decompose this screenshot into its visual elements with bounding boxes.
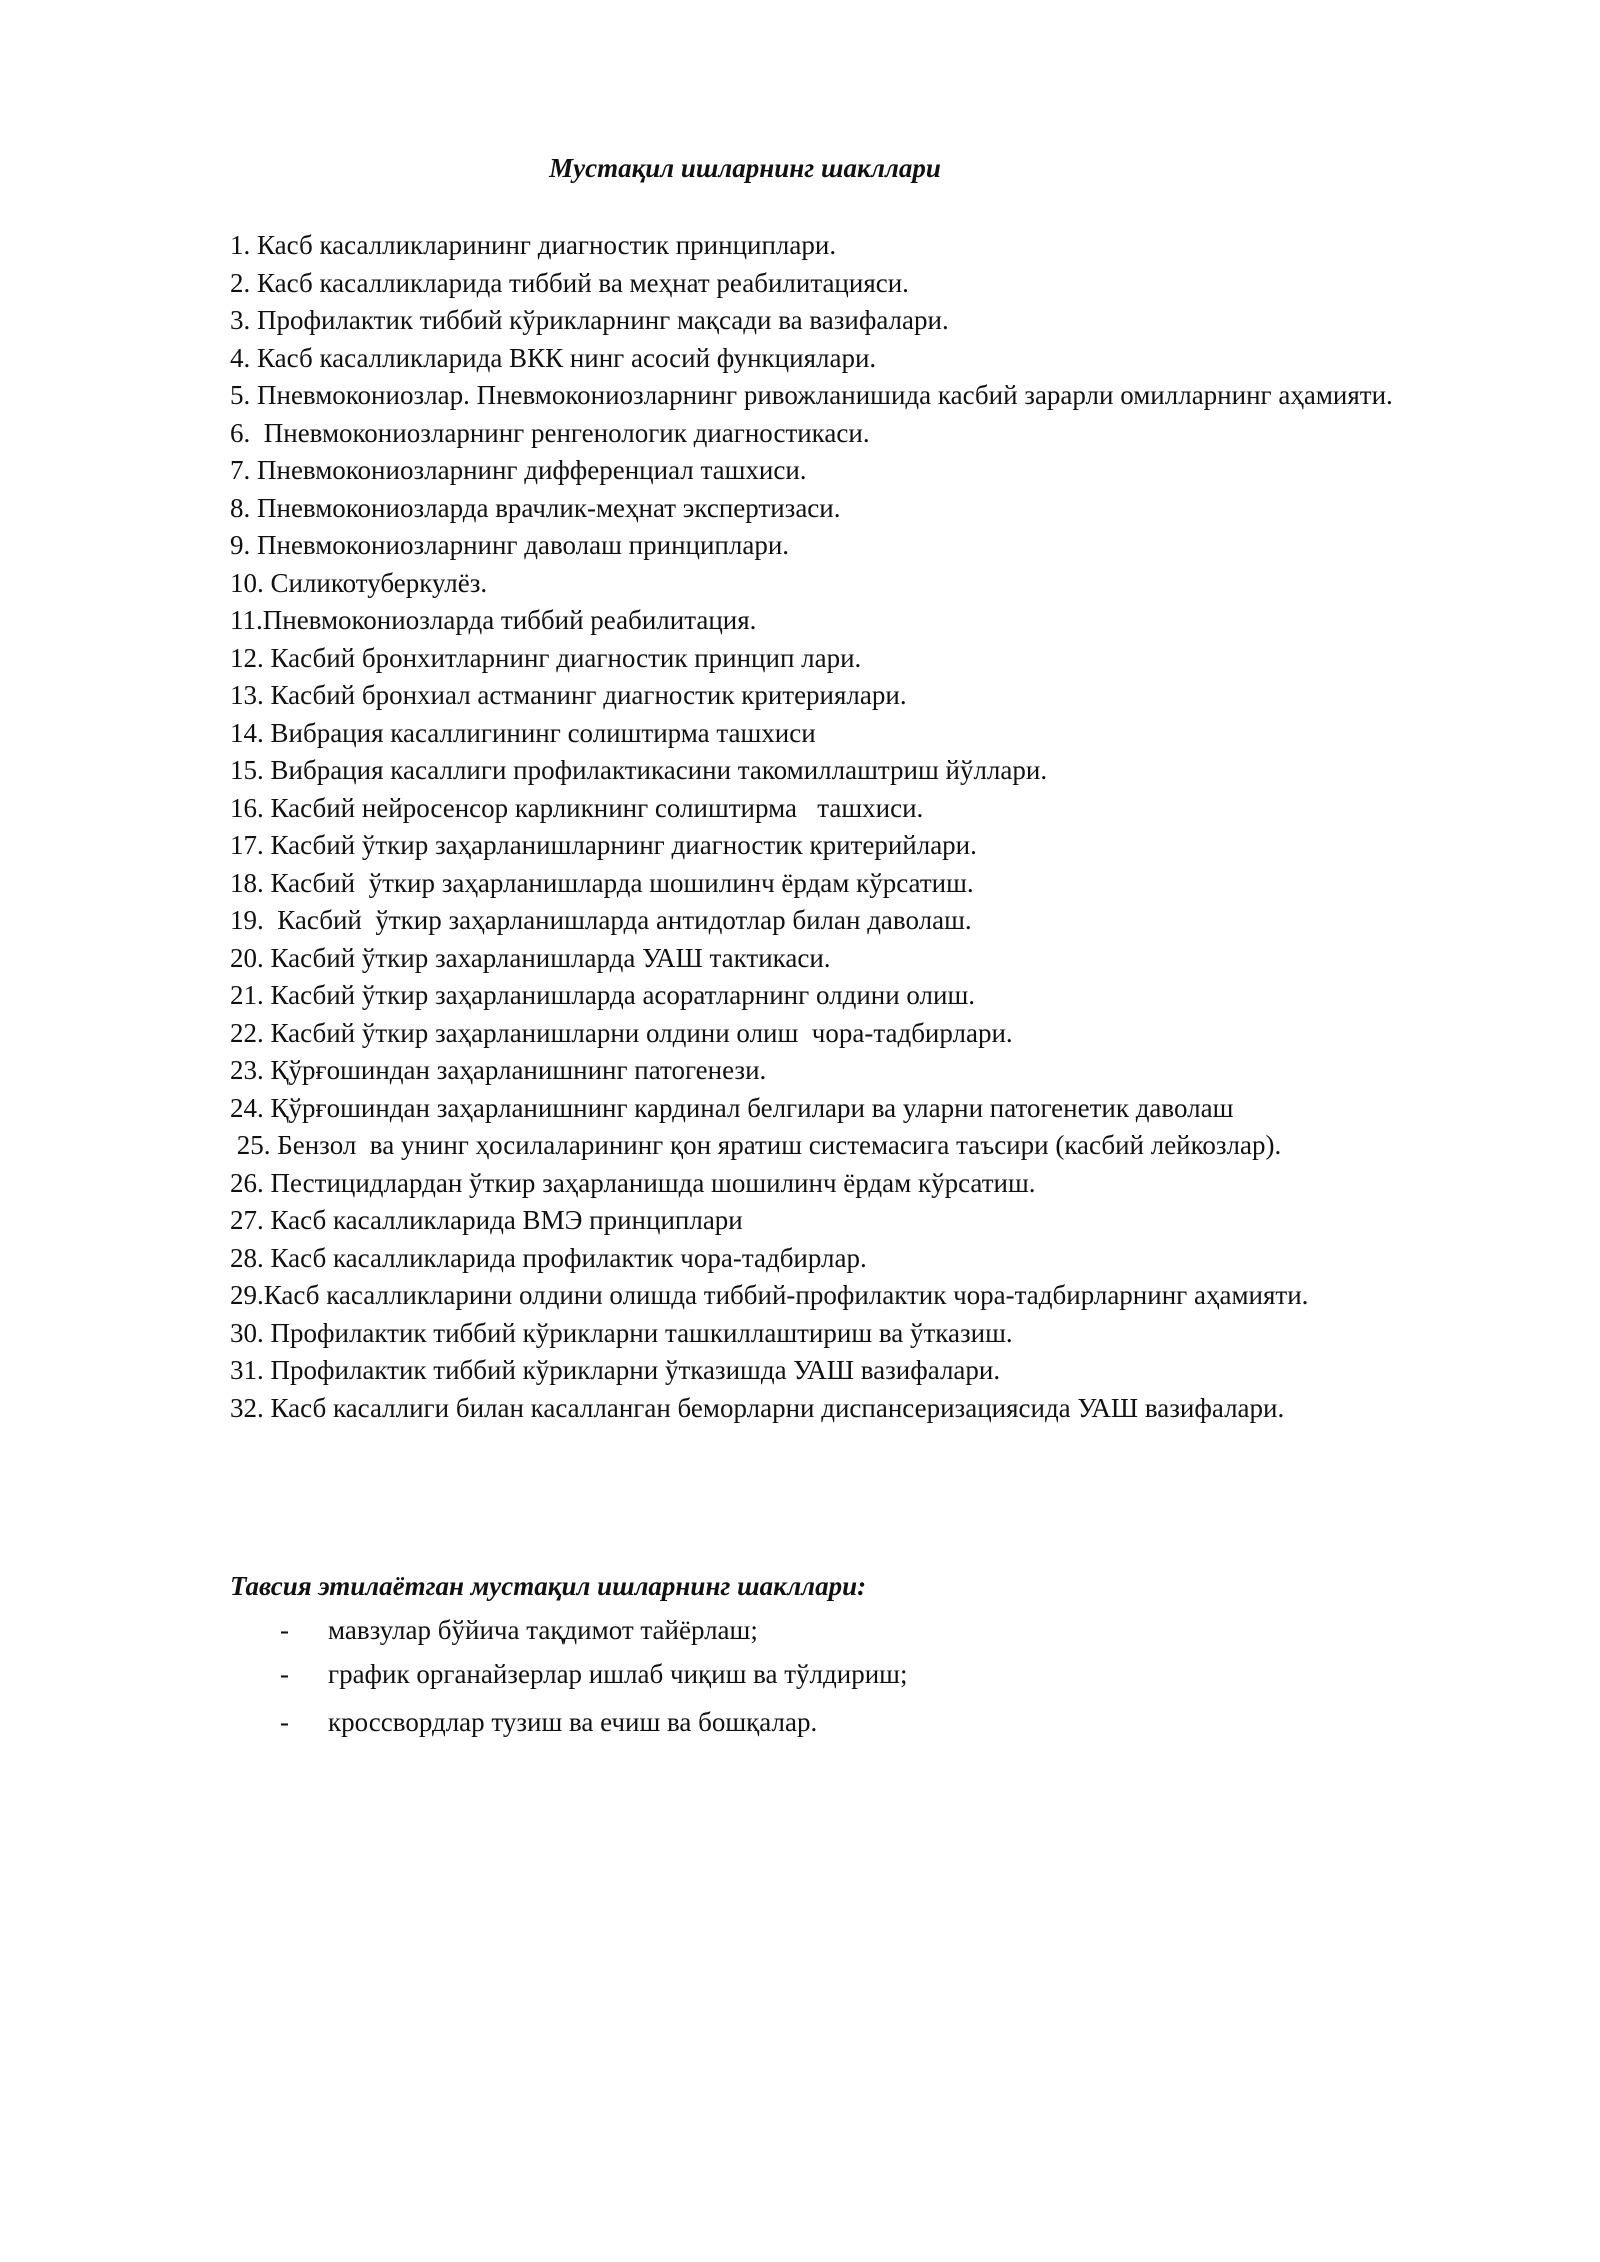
list-item: 2. Касб касалликларида тиббий ва меҳнат реабилитацияси. [230, 267, 909, 298]
list-item: 11.Пневмокониозларда тиббий реабилитация. [230, 605, 757, 635]
list-item: 13. Касбий бронхиал астманинг диагностик критериялари. [230, 680, 907, 710]
list-item: 25. Бензол ва унинг ҳосилаларининг қон яратиш системасига таъсири (касбий лейкозлар). [230, 1130, 1282, 1160]
list-item: 30. Профилактик тиббий кўрикларни ташкиллаштириш ва ўтказиш. [230, 1317, 1013, 1348]
list-item: 32. Касб касаллиги билан касалланган беморларни диспансеризациясида УАШ вазифалари. [230, 1392, 1285, 1423]
list-item: 31. Профилактик тиббий кўрикларни ўтказишда УАШ вазифалари. [230, 1355, 1001, 1385]
recommended-heading: Тавсия этилаётган мустақил ишларнинг шакллари: [230, 1571, 867, 1601]
list-item: 22. Касбий ўткир заҳарланишларни олдини олиш чора-тадбирлари. [230, 1017, 1013, 1048]
bullet-dash: - [280, 1615, 289, 1645]
list-item: 15. Вибрация касаллиги профилактикасини такомиллаштриш йўллари. [230, 755, 1048, 785]
list-item: 1. Касб касалликларининг диагностик принциплари. [230, 230, 837, 260]
list-item: 3. Профилактик тиббий кўрикларнинг мақсади ва вазифалари. [230, 305, 949, 335]
recommended-list [230, 1612, 907, 1748]
list-item: 16. Касбий нейросенсор карликнинг солиштирма ташхиси. [230, 792, 924, 823]
list-item [230, 1612, 907, 1656]
list-item: 24. Қўрғошиндан заҳарланишнинг кардинал белгилари ва уларни патогенетик даволаш [230, 1092, 1234, 1123]
topics-list [230, 227, 1492, 1427]
list-item: 14. Вибрация касаллигининг солиштирма ташхиси [230, 717, 816, 748]
list-item: 19. Касбий ўткир заҳарланишларда антидотлар билан даволаш. [230, 905, 972, 935]
list-item-text: кроссвордлар тузиш ва ечиш ва бошқалар. [328, 1707, 818, 1737]
list-item: 12. Касбий бронхитларнинг диагностик принцип лари. [230, 642, 862, 673]
bullet-dash: - [280, 1659, 289, 1689]
list-item: 28. Касб касалликларида профилактик чора-тадбирлар. [230, 1242, 867, 1273]
list-item: 27. Касб касалликларида ВМЭ принциплари [230, 1205, 743, 1235]
list-item: 7. Пневмокониозларнинг дифференциал ташхиси. [230, 455, 807, 485]
list-item: 20. Касбий ўткир захарланишларда УАШ тактикаси. [230, 942, 831, 973]
bullet-dash: - [280, 1707, 289, 1737]
list-item: 17. Касбий ўткир заҳарланишларнинг диагностик критерийлари. [230, 830, 977, 860]
list-item: 26. Пестицидлардан ўткир заҳарланишда шошилинч ёрдам кўрсатиш. [230, 1167, 1036, 1198]
list-item: 6. Пневмокониозларнинг ренгенологик диагностикаси. [230, 417, 870, 448]
list-item: 9. Пневмокониозларнинг даволаш принциплари. [230, 530, 790, 560]
list-item-text: график органайзерлар ишлаб чиқиш ва тўлдириш; [328, 1659, 908, 1689]
page-title: Мустақил ишларнинг шакллари [549, 153, 941, 183]
list-item: 18. Касбий ўткир заҳарланишларда шошилинч ёрдам кўрсатиш. [230, 867, 974, 898]
list-item: 8. Пневмокониозларда врачлик-меҳнат экспертизаси. [230, 492, 841, 523]
list-item [230, 1704, 907, 1748]
list-item: 5. Пневмокониозлар. Пневмокониозларнинг ривожланишида касбий зарарли омилларнинг аҳамияти. [230, 380, 1393, 410]
list-item: 4. Касб касалликларида ВКК нинг асосий функциялари. [230, 342, 877, 373]
list-item [230, 1656, 907, 1700]
list-item: 10. Силикотуберкулёз. [230, 567, 488, 598]
list-item-text: мавзулар бўйича тақдимот тайёрлаш; [328, 1615, 758, 1645]
list-item: 21. Касбий ўткир заҳарланишларда асоратларнинг олдини олиш. [230, 980, 976, 1010]
list-item: 29.Касб касалликларини олдини олишда тиббий-профилактик чора-тадбирларнинг аҳамияти. [230, 1280, 1309, 1310]
list-item: 23. Қўрғошиндан заҳарланишнинг патогенези. [230, 1055, 767, 1085]
